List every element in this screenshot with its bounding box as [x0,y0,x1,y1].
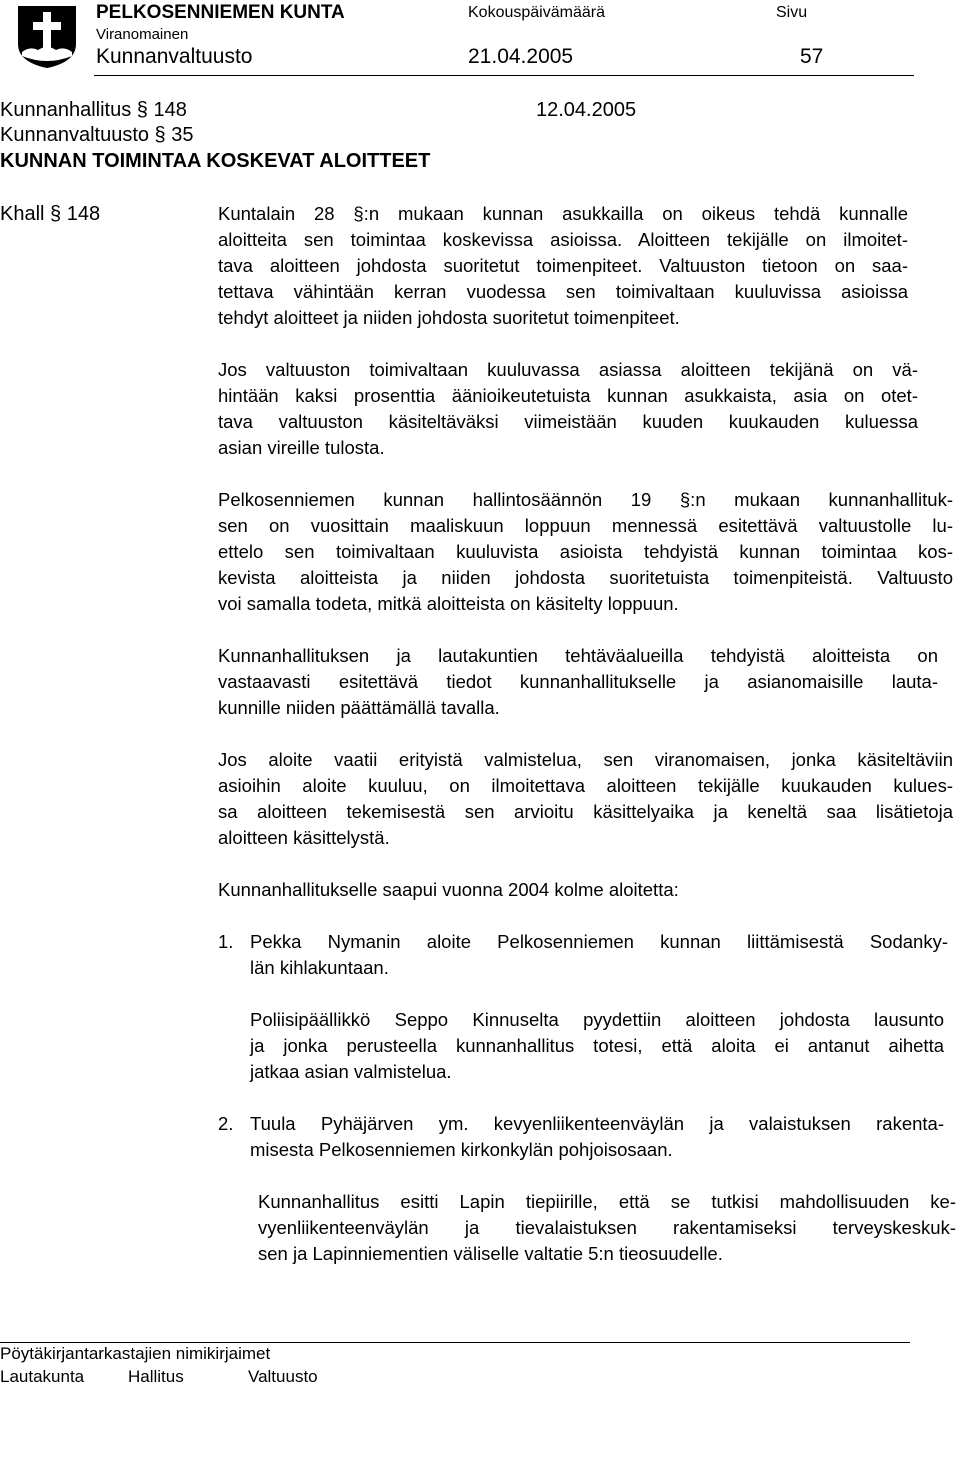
text-line: tettava vähintään kerran vuodessa sen toimivaltaan kuuluvissa asioissa [218,281,908,302]
text-line: asian vireille tulosta. [218,437,385,458]
signatures-label: Pöytäkirjantarkastajien nimikirjaimet [0,1344,271,1363]
reference-khall-date: 12.04.2005 [536,99,637,121]
text-line: Pelkosenniemen kunnan hallintosäännön 19 §:n mukaan kunnanhallituk- [218,489,953,510]
reference-khall: Kunnanhallitus § 148 [0,99,187,121]
date-label: Kokouspäivämäärä [468,4,605,21]
item-2-note [258,1189,956,1267]
text-line: misesta Pelkosenniemen kirkonkylän pohjoisosaan. [250,1139,673,1160]
text-line: Kunnanhallitukselle saapui vuonna 2004 kolme aloitetta: [218,879,679,900]
section-label: Khall § 148 [0,203,101,225]
text-line: sen ja Lapinniementien väliselle valtatie 5:n tieosuudelle. [258,1243,723,1264]
text-line: sa aloitteen tekemisestä sen arvioitu käsittelyaika ja keneltä saa lisätietoja [218,801,953,822]
text-line: Kuntalain 28 §:n mukaan kunnan asukkailla on oikeus tehdä kunnalle [218,203,908,224]
item-2-title [250,1111,944,1163]
page-number: 57 [800,45,824,68]
item-2-number: 2. [218,1113,234,1134]
paragraph-4 [218,643,938,721]
paragraph-1 [218,201,908,331]
paragraph-3 [218,487,953,617]
text-line: Jos valtuuston toimivaltaan kuuluvassa asiassa aloitteen tekijänä on vä- [218,359,918,380]
item-1-number: 1. [218,931,234,952]
item-1-note [250,1007,944,1085]
text-line: tehdyt aloitteet ja niiden johdosta suoritetut toimenpiteet. [218,307,680,328]
text-line: tava aloitteen johdosta suoritetut toimenpiteet. Valtuuston tietoon on saa- [218,255,908,276]
meeting-body: Kunnanvaltuusto [96,45,253,68]
text-line: Tuula Pyhäjärven ym. kevyenliikenteenväylän ja valaistuksen rakenta- [250,1113,944,1134]
text-line: ettelo sen toimivaltaan kuuluvista asioista tehdyistä kunnan toimintaa kos- [218,541,953,562]
document-title: KUNNAN TOIMINTAA KOSKEVAT ALOITTEET [0,150,431,172]
page-label: Sivu [776,4,808,21]
signature-valtuusto: Valtuusto [248,1367,318,1386]
text-line: hintään kaksi prosenttia äänioikeutetuista kunnan asukkaista, asia on otet- [218,385,918,406]
text-line: kevista aloitteista ja niiden johdosta suoritetuista toimenpiteistä. Valtuusto [218,567,953,588]
text-line: Jos aloite vaatii erityistä valmistelua, sen viranomaisen, jonka käsiteltäviin [218,749,953,770]
text-line: aloitteita sen toimintaa koskevissa asioissa. Aloitteen tekijälle on ilmoitet- [218,229,908,250]
text-line: voi samalla todeta, mitkä aloitteista on käsitelty loppuun. [218,593,679,614]
text-line: Kunnanhallitus esitti Lapin tiepiirille, että se tutkisi mahdollisuuden ke- [258,1191,956,1212]
text-line: asioihin aloite kuuluu, on ilmoitettava aloitteen tekijälle kuukauden kulues- [218,775,953,796]
meeting-date: 21.04.2005 [468,45,574,68]
text-line: Kunnanhallituksen ja lautakuntien tehtäväalueilla tehdyistä aloitteista on [218,645,938,666]
footer-rule [0,1342,910,1343]
text-line: ja jonka perusteella kunnanhallitus totesi, että aloita ei antanut aihetta [250,1035,944,1056]
text-line: Poliisipäällikkö Seppo Kinnuselta pyydettiin aloitteen johdosta lausunto [250,1009,944,1030]
header-rule [94,75,914,76]
text-line: vyenliikenteenväylän ja tievalaistuksen rakentamiseksi terveyskeskuk- [258,1217,956,1238]
item-1-title [250,929,948,981]
text-line: tava valtuuston käsiteltäväksi viimeistään kuuden kuukauden kuluessa [218,411,918,432]
text-line: vastaavasti esitettävä tiedot kunnanhallitukselle ja asianomaisille lauta- [218,671,938,692]
municipal-crest-icon [14,4,80,70]
text-line: sen on vuosittain maaliskuun loppuun mennessä esitettävä valtuustolle lu- [218,515,953,536]
authority-label: Viranomainen [96,26,189,43]
reference-valtuusto: Kunnanvaltuusto § 35 [0,124,194,146]
text-line: aloitteen käsittelystä. [218,827,390,848]
paragraph-6 [218,877,679,903]
text-line: län kihlakuntaan. [250,957,389,978]
signature-hallitus: Hallitus [128,1367,184,1386]
text-line: jatkaa asian valmistelua. [250,1061,452,1082]
org-name: PELKOSENNIEMEN KUNTA [96,2,345,23]
paragraph-2 [218,357,918,461]
text-line: Pekka Nymanin aloite Pelkosenniemen kunnan liittämisestä Sodanky- [250,931,948,952]
paragraph-5 [218,747,953,851]
signature-lautakunta: Lautakunta [0,1367,85,1386]
text-line: kunnille niiden päättämällä tavalla. [218,697,500,718]
